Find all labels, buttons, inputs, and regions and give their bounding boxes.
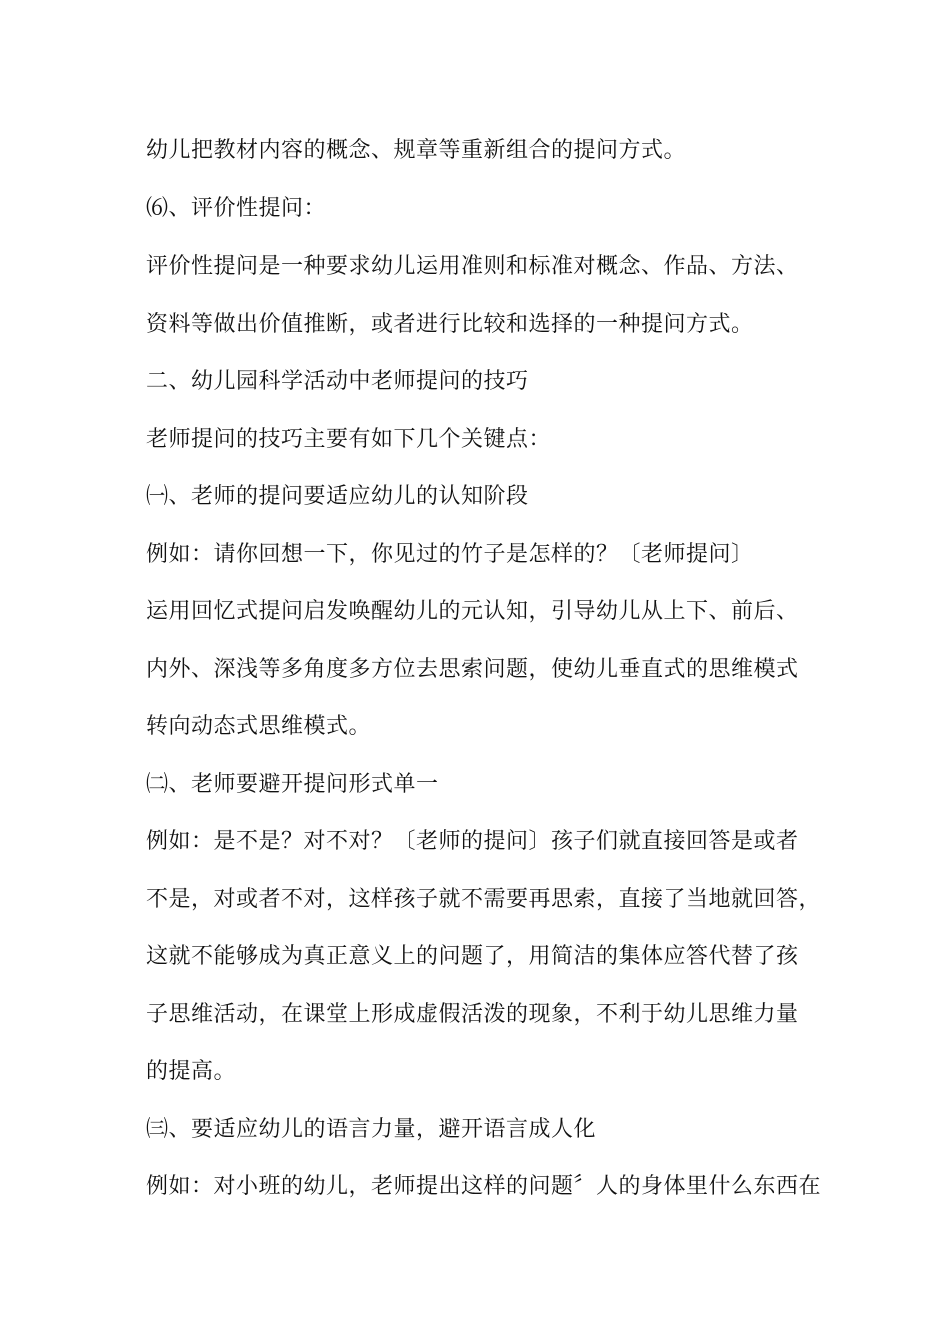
text-line: 转向动态式思维模式。 — [146, 714, 372, 739]
text-line: 子思维活动，在课堂上形成虚假活泼的现象，不利于幼儿思维力量 — [146, 1002, 799, 1027]
text-line: 例如：是不是？对不对？〔老师的提问〕孩子们就直接回答是或者 — [146, 829, 799, 854]
text-line: 运用回忆式提问启发唤醒幼儿的元认知，引导幼儿从上下、前后、 — [146, 599, 799, 624]
section-heading: ㈠、老师的提问要适应幼儿的认知阶段 — [146, 484, 529, 509]
text-line: 资料等做出价值推断，或者进行比较和选择的一种提问方式。 — [146, 312, 754, 337]
text-line: 幼儿把教材内容的概念、规章等重新组合的提问方式。 — [146, 138, 687, 163]
section-heading: ㈢、要适应幼儿的语言力量，避开语言成人化 — [146, 1117, 597, 1142]
text-line: 内外、深浅等多角度多方位去思索问题，使幼儿垂直式的思维模式 — [146, 657, 799, 682]
text-line: 不是，对或者不对，这样孩子就不需要再思索，直接了当地就回答， — [146, 887, 822, 912]
section-heading: ⑹、评价性提问： — [146, 196, 327, 221]
section-heading: 二、幼儿园科学活动中老师提问的技巧 — [146, 369, 529, 394]
text-line: 例如：对小班的幼儿，老师提出这样的问题〞人的身体里什么东西在 — [146, 1174, 822, 1199]
text-line: 老师提问的技巧主要有如下几个关键点： — [146, 427, 552, 452]
text-line: 例如：请你回想一下，你见过的竹子是怎样的？〔老师提问〕 — [146, 542, 754, 567]
text-line: 的提高。 — [146, 1059, 237, 1084]
text-line: 这就不能够成为真正意义上的问题了，用简洁的集体应答代替了孩 — [146, 944, 799, 969]
text-line: 评价性提问是一种要求幼儿运用准则和标准对概念、作品、方法、 — [146, 254, 799, 279]
section-heading: ㈡、老师要避开提问形式单一 — [146, 772, 439, 797]
